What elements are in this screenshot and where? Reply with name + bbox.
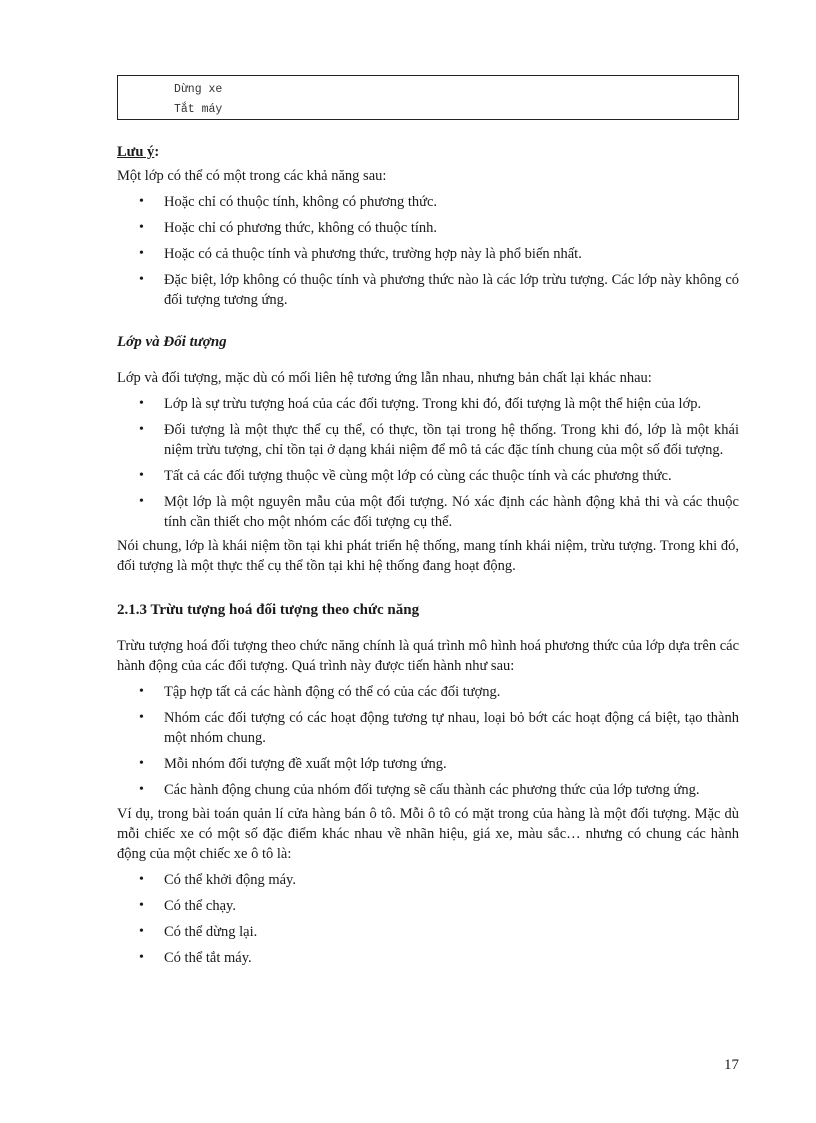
class-object-conclusion: Nói chung, lớp là khái niệm tồn tại khi phát triển hệ thống, mang tính khái niệm, trừu tượng. Trong khi đó, đối tượng là một thực thể cụ thể tồn tại khi hệ thống đang hoạt động.: [117, 538, 739, 574]
bullet-icon: •: [139, 782, 144, 797]
list-item: • Đặc biệt, lớp không có thuộc tính và phương thức nào là các lớp trừu tượng. Các lớp này không có đối tượng tương ứng.: [139, 272, 739, 308]
note-title: Lưu ý:: [117, 144, 160, 160]
example-paragraph: Ví dụ, trong bài toán quản lí cửa hàng bán ô tô. Mỗi ô tô có mặt trong của hàng là một đối tượng. Mặc dù mỗi chiếc xe có một số đặc điểm khác nhau về nhãn hiệu, giá xe, màu sắc… nhưng có chung các hành động của một chiếc xe ô tô là:: [117, 806, 739, 862]
section-steps-list: [117, 682, 739, 800]
note-list: [117, 192, 739, 310]
bullet-icon: •: [139, 756, 144, 771]
list-item: • Hoặc có cả thuộc tính và phương thức, trường hợp này là phổ biến nhất.: [139, 246, 582, 262]
bullet-icon: •: [139, 950, 144, 965]
bullet-icon: •: [139, 396, 144, 411]
list-item: • Tập hợp tất cả các hành động có thể có của các đối tượng.: [139, 684, 501, 700]
subheading-class-object: Lớp và Đối tượng: [117, 334, 227, 350]
section-intro: Trừu tượng hoá đối tượng theo chức năng chính là quá trình mô hình hoá phương thức của lớp dựa trên các hành động của các đối tượng. Quá trình này được tiến hành như sau:: [117, 638, 739, 674]
list-item: • Mỗi nhóm đối tượng đề xuất một lớp tương ứng.: [139, 756, 447, 772]
bullet-icon: •: [139, 710, 144, 725]
list-item: • Lớp là sự trừu tượng hoá của các đối tượng. Trong khi đó, đối tượng là một thể hiện của lớp.: [139, 396, 702, 412]
code-box: [117, 75, 739, 120]
note-intro: Một lớp có thể có một trong các khả năng sau:: [117, 168, 387, 184]
bullet-icon: •: [139, 872, 144, 887]
list-item: • Các hành động chung của nhóm đối tượng sẽ cấu thành các phương thức của lớp tương ứng.: [139, 782, 700, 798]
bullet-icon: •: [139, 220, 144, 235]
list-item: • Hoặc chỉ có phương thức, không có thuộc tính.: [139, 220, 438, 236]
list-item: • Có thể tắt máy.: [139, 950, 252, 966]
list-item: • Có thể dừng lại.: [139, 924, 258, 940]
bullet-icon: •: [139, 494, 144, 509]
list-item: • Có thể khởi động máy.: [139, 872, 296, 888]
list-item: • Tất cả các đối tượng thuộc về cùng một lớp có cùng các thuộc tính và các phương thức.: [139, 468, 672, 484]
list-item: • Nhóm các đối tượng có các hoạt động tương tự nhau, loại bỏ bớt các hoạt động cá biệt, tạo thành một nhóm chung.: [139, 710, 739, 746]
page-content: [117, 75, 739, 968]
section-heading: 2.1.3 Trừu tượng hoá đối tượng theo chức năng: [117, 602, 420, 618]
bullet-icon: •: [139, 272, 144, 287]
bullet-icon: •: [139, 684, 144, 699]
bullet-icon: •: [139, 924, 144, 939]
list-item: • Có thể chạy.: [139, 898, 236, 914]
class-object-intro: Lớp và đối tượng, mặc dù có mối liên hệ tương ứng lẫn nhau, nhưng bản chất lại khác nhau:: [117, 370, 652, 386]
bullet-icon: •: [139, 468, 144, 483]
bullet-icon: •: [139, 898, 144, 913]
code-line: Tắt máy: [174, 103, 223, 116]
page-number: 17: [724, 1057, 739, 1073]
list-item: • Hoặc chỉ có thuộc tính, không có phương thức.: [139, 194, 438, 210]
code-line: Dừng xe: [174, 83, 223, 96]
class-object-list: [117, 394, 739, 532]
bullet-icon: •: [139, 194, 144, 209]
list-item: • Một lớp là một nguyên mẫu của một đối tượng. Nó xác định các hành động khả thi và các thuộc tính cần thiết cho một nhóm các đối tượng cụ thể.: [139, 494, 739, 530]
bullet-icon: •: [139, 422, 144, 437]
example-list: [117, 870, 739, 968]
bullet-icon: •: [139, 246, 144, 261]
list-item: • Đối tượng là một thực thể cụ thể, có thực, tồn tại trong hệ thống. Trong khi đó, lớp là một khái niệm trừu tượng, chỉ tồn tại ở dạng khái niệm để mô tả các đặc tính chung của một số đối tượng.: [139, 422, 739, 458]
